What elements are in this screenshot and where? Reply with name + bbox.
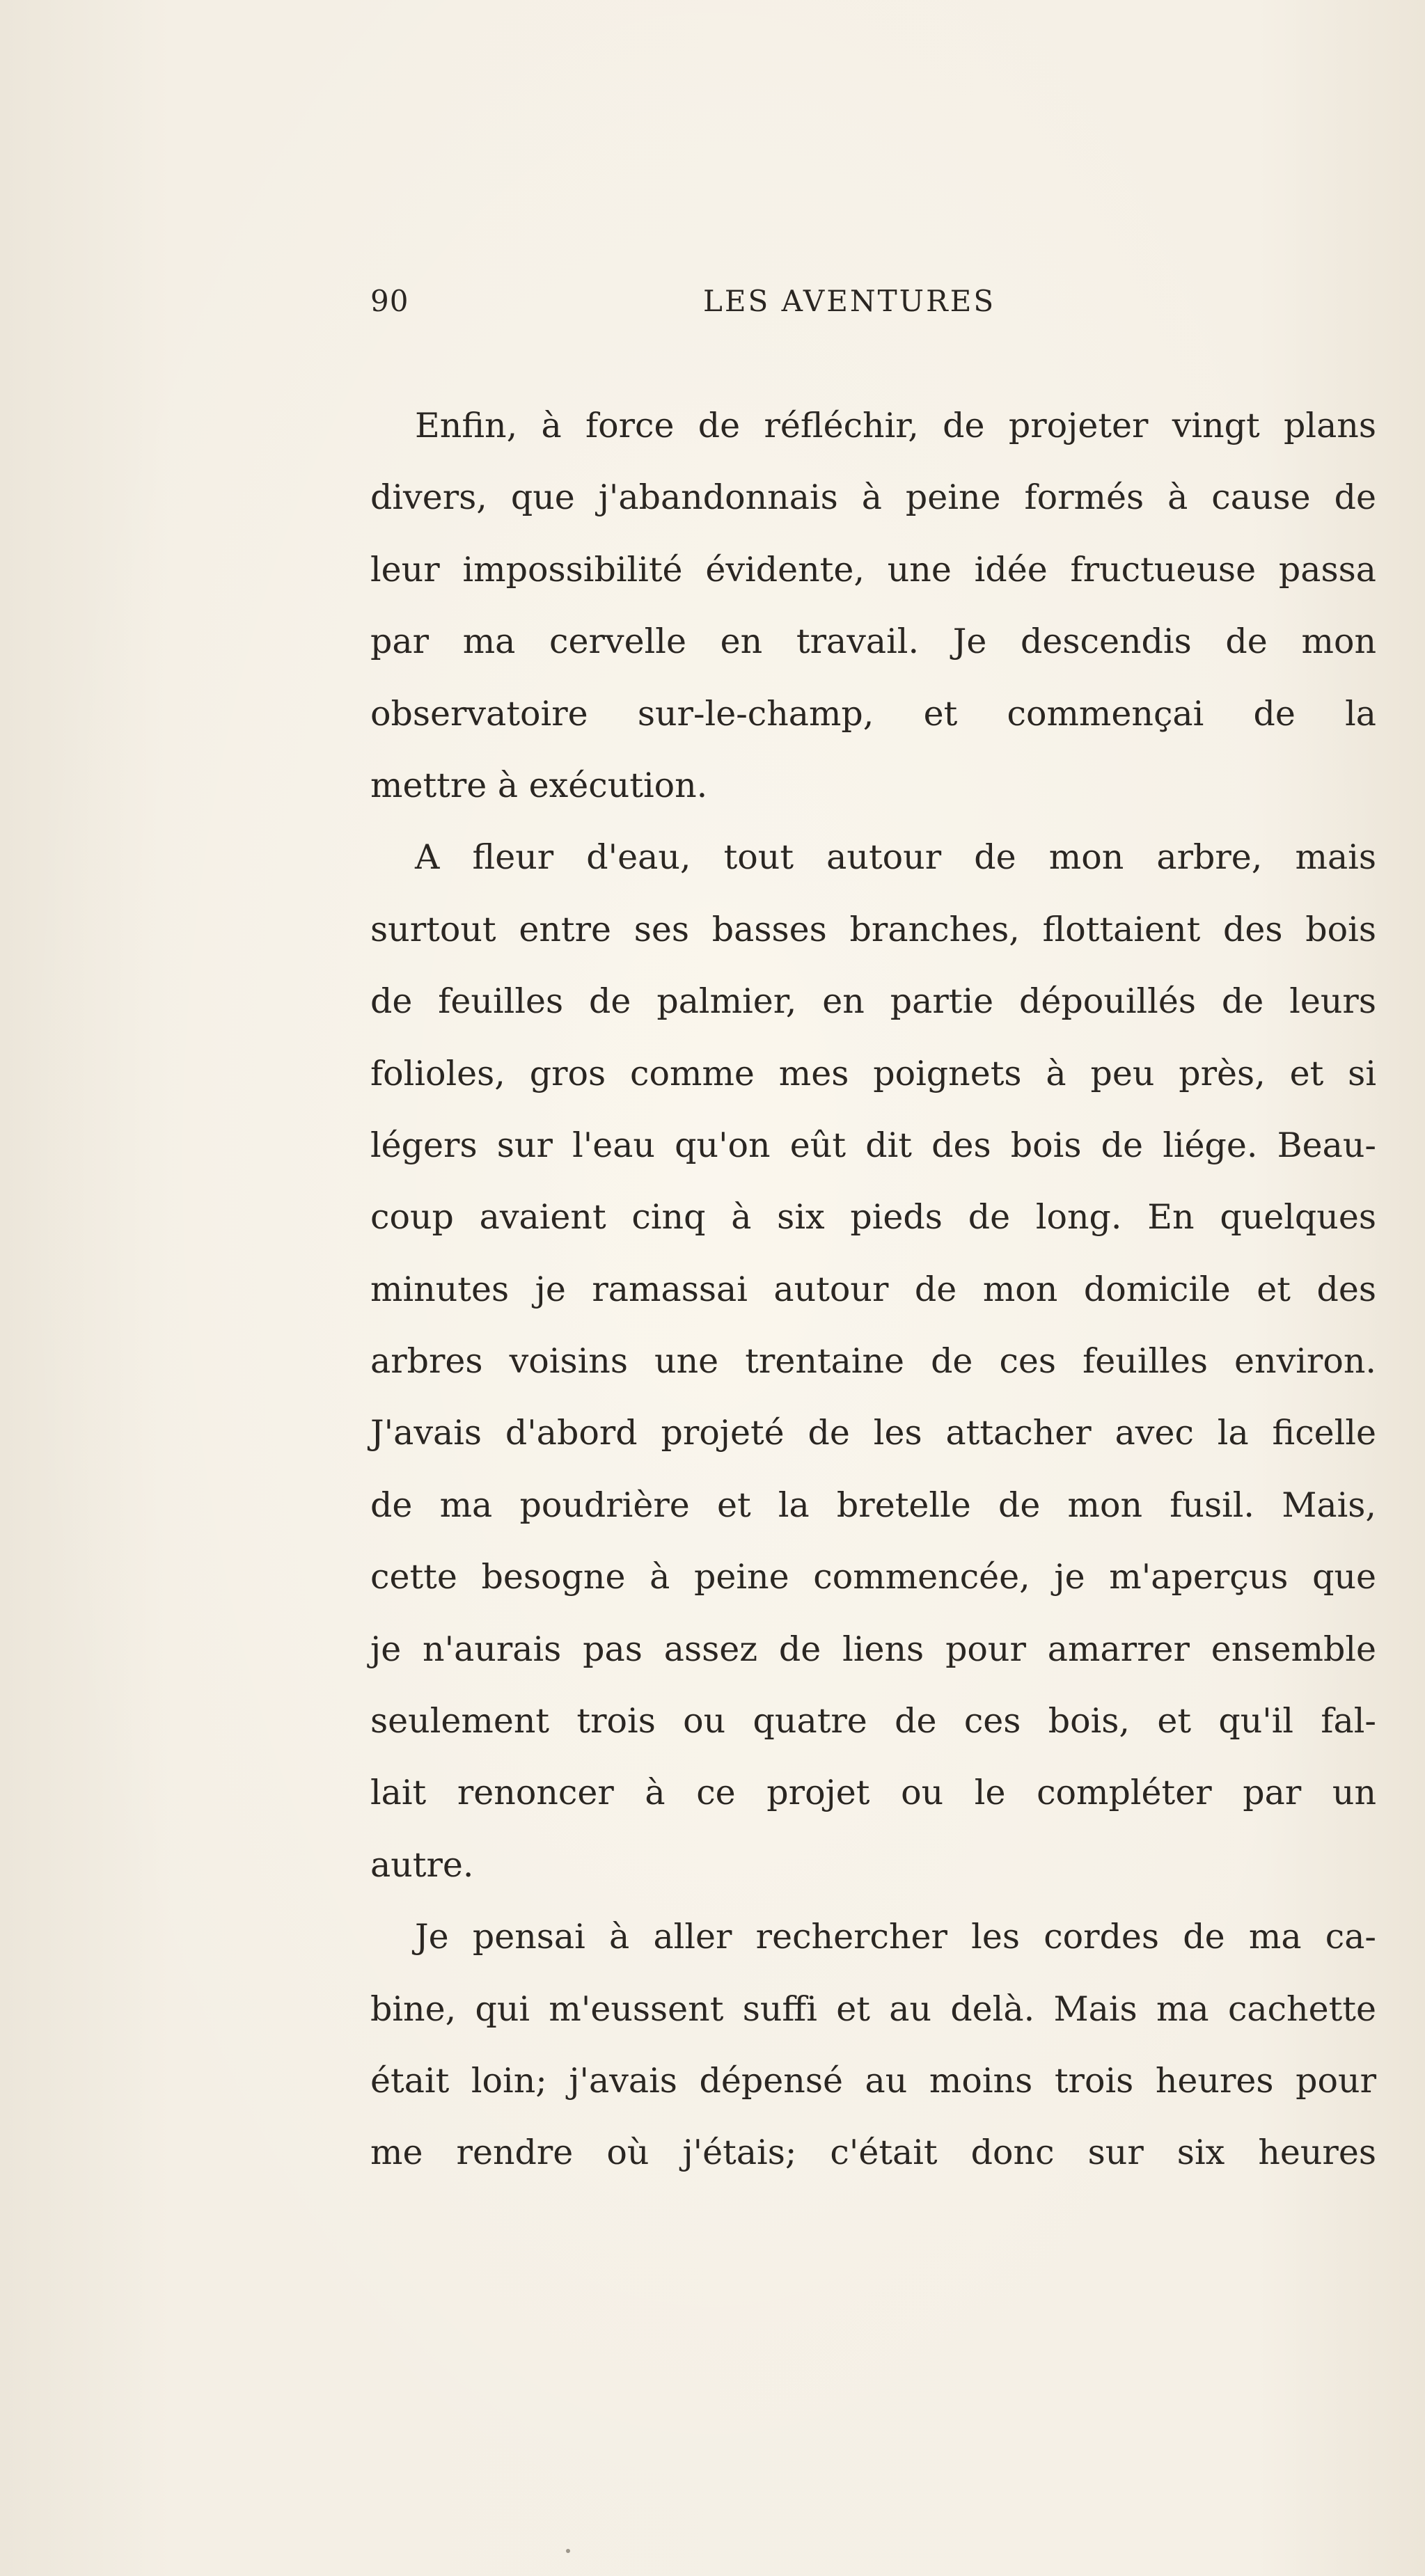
text-line: leur impossibilité évidente, une idée fructueuse passa xyxy=(370,549,1376,590)
text-line: de feuilles de palmier, en partie dépouillés de leurs xyxy=(370,981,1376,1022)
text-line: je n'aurais pas assez de liens pour amarrer ensemble xyxy=(370,1629,1376,1669)
text-line: Enfin, à force de réfléchir, de projeter vingt plans xyxy=(415,406,1376,445)
text-line: était loin; j'avais dépensé au moins trois heures pour xyxy=(370,2060,1376,2101)
text-line: Je pensai à aller rechercher les cordes de ma ca- xyxy=(415,1917,1376,1957)
text-line: A fleur d'eau, tout autour de mon arbre, mais xyxy=(415,837,1376,878)
text-line: folioles, gros comme mes poignets à peu près, et si xyxy=(370,1053,1376,1093)
running-title: LES AVENTURES xyxy=(703,284,996,318)
text-line: coup avaient cinq à six pieds de long. En quelques xyxy=(370,1197,1376,1238)
body-text xyxy=(370,390,1376,2189)
text-line: autre. xyxy=(370,1844,474,1885)
running-head xyxy=(0,284,1425,326)
text-line: par ma cervelle en travail. Je descendis de mon xyxy=(370,622,1376,662)
text-line: légers sur l'eau qu'on eût dit des bois de liége. Beau- xyxy=(370,1125,1376,1165)
text-line: observatoire sur-le-champ, et commençai de la xyxy=(370,693,1376,734)
text-line: me rendre où j'étais; c'était donc sur six heures xyxy=(370,2133,1376,2173)
text-line: surtout entre ses basses branches, flottaient des bois xyxy=(370,909,1376,949)
text-line: cette besogne à peine commencée, je m'aperçus que xyxy=(370,1557,1376,1597)
text-line: arbres voisins une trentaine de ces feuilles environ. xyxy=(370,1341,1376,1382)
text-line: lait renoncer à ce projet ou le compléter par un xyxy=(370,1773,1376,1813)
text-line: de ma poudrière et la bretelle de mon fusil. Mais, xyxy=(370,1485,1376,1525)
text-line: seulement trois ou quatre de ces bois, et qu'il fal- xyxy=(370,1701,1376,1741)
text-line: J'avais d'abord projeté de les attacher avec la ficelle xyxy=(370,1413,1376,1453)
text-line: minutes je ramassai autour de mon domicile et des xyxy=(370,1269,1376,1309)
paper-speck xyxy=(566,2549,570,2553)
text-line: mettre à exécution. xyxy=(370,765,708,805)
page-number: 90 xyxy=(370,284,409,318)
text-line: divers, que j'abandonnais à peine formés à cause de xyxy=(370,477,1376,518)
text-line: bine, qui m'eussent suffi et au delà. Mais ma cachette xyxy=(370,1989,1376,2029)
